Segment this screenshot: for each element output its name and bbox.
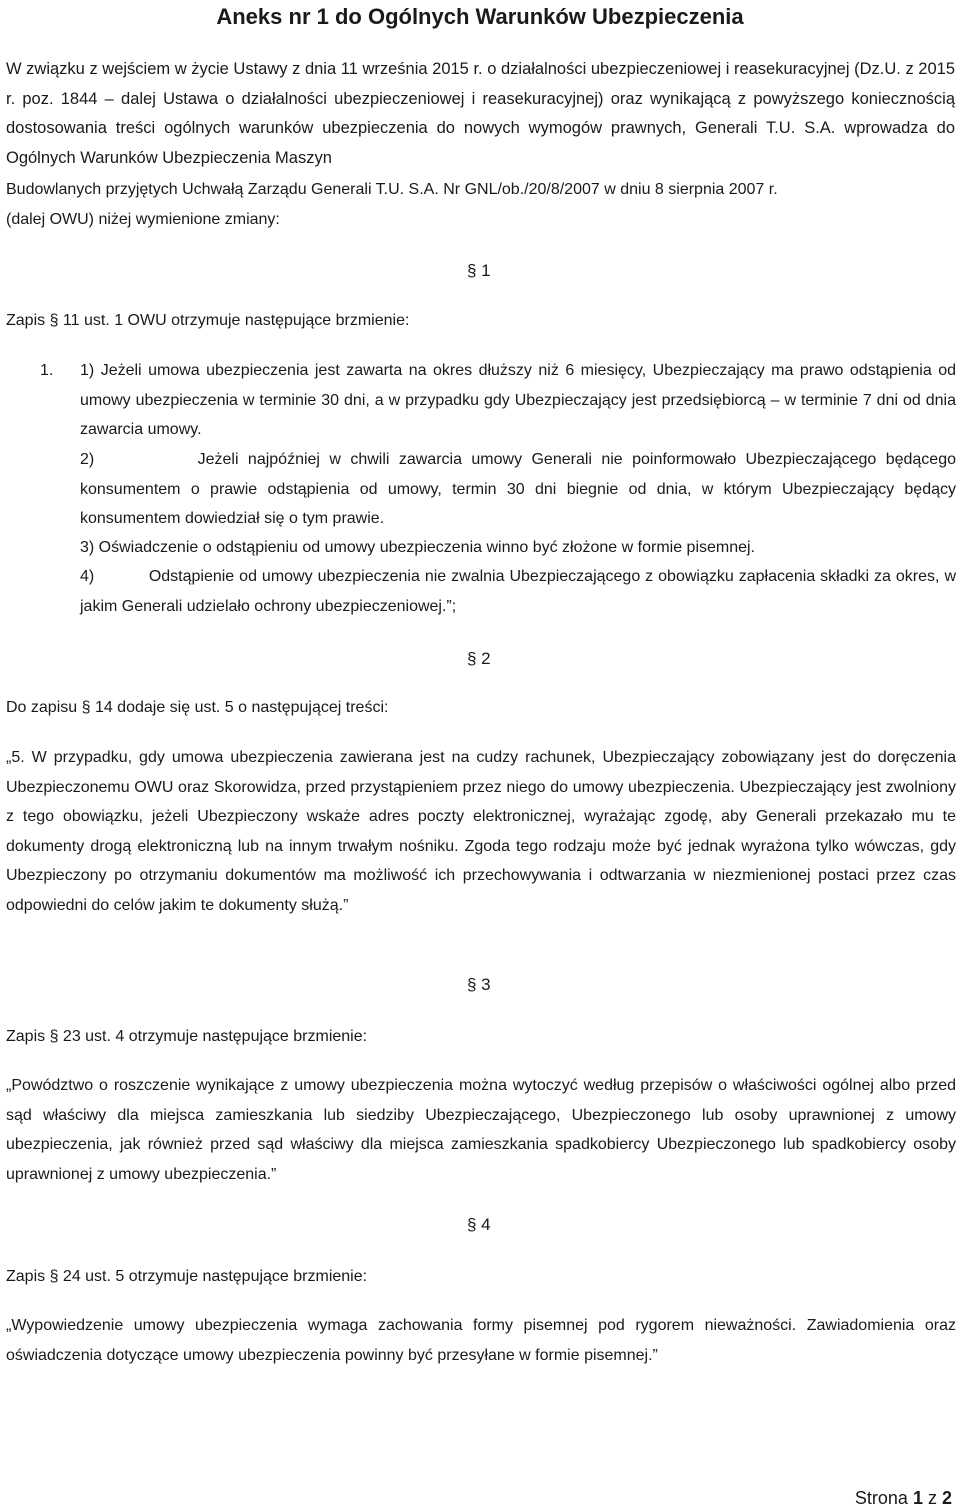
intro-line-3: (dalej OWU) niżej wymienione zmiany: [6,210,280,228]
document-title: Aneks nr 1 do Ogólnych Warunków Ubezpieczenia [216,4,744,29]
intro-text-part2: wprowadza do Ogólnych Warunków Ubezpieczenia Maszyn [6,119,955,167]
section-1-item-1: 1) Jeżeli umowa ubezpieczenia jest zawarta na okres dłuższy niż 6 miesięcy, Ubezpieczający ma prawo odstąpienia od umowy ubezpieczenia w terminie 30 dni, a w przypadku gdy Ubezpieczający jest przedsiębiorcą – w terminie 7 dni od dnia zawarcia umowy. [80,362,956,438]
footer-middle: z [922,1488,942,1508]
section-4-text: „Wypowiedzenie umowy ubezpieczenia wymaga zachowania formy pisemnej pod rygorem nieważności. Zawiadomienia oraz oświadczenia dotyczące umowy ubezpieczenia powinny być przesyłane w formie pisemnej.” [6,1317,956,1364]
footer-prefix: Strona [854,1488,913,1508]
section-1-lead: Zapis § 11 ust. 1 OWU otrzymuje następujące brzmienie: [6,312,410,329]
section-1-item-2: 2) Jeżeli najpóźniej w chwili zawarcia umowy Generali nie poinformowało Ubezpieczającego będącego konsumentem o prawie odstąpienia od umowy, termin 30 dni biegnie od dnia, w którym Ubezpieczający będący konsumentem dowiedział się o tym prawie. [80,451,956,527]
intro-continuation [6,175,955,234]
section-3-text: „Powództwo o roszczenie wynikające z umowy ubezpieczenia można wytoczyć według przepisów o właściwości ogólnej albo przed sąd właściwy dla miejsca zamieszkania lub siedziby Ubezpieczającego, Ubezpieczonego lub osoby uprawnionej z umowy ubezpieczenia, jak również przed sąd właściwy dla miejsca zamieszkania spadkobiercy Ubezpieczonego lub spadkobiercy osoby uprawnionej z umowy ubezpieczenia.” [6,1077,956,1183]
section-1-item-4: 4) Odstąpienie od umowy ubezpieczenia nie zwalnia Ubezpieczającego z obowiązku zapłacenia składki za okres, w jakim Generali udzielało ochrony ubezpieczeniowej.”; [80,568,956,615]
footer-current-page: 1 [912,1488,923,1508]
section-3-lead: Zapis § 23 ust. 4 otrzymuje następujące brzmienie: [6,1028,368,1045]
intro-line-2: Budowlanych przyjętych Uchwałą Zarządu Generali T.U. S.A. Nr GNL/ob./20/8/2007 w dniu 8 sierpnia 2007 r. [6,181,778,198]
section-3-heading: § 3 [467,975,491,994]
section-4-lead: Zapis § 24 ust. 5 otrzymuje następujące brzmienie: [6,1268,368,1285]
page-number-footer [855,1487,952,1509]
intro-text-part1: W związku z wejściem w życie Ustawy z dnia 11 września 2015 r. o działalności ubezpieczeniowej i reasekuracyjnej (Dz.U. z 2015 r. poz. 1844 – dalej Ustawa o działalności ubezpieczeniowej i reasekuracyjnej) oraz wynikającą z powyższego koniecznością dostosowania treści ogólnych warunków ubezpieczenia do nowych wymogów prawnych, Generali T.U. S.A. [6,60,955,137]
section-1-heading: § 1 [467,261,491,280]
footer-total-pages: 2 [941,1488,952,1508]
section-2-lead: Do zapisu § 14 dodaje się ust. 5 o następującej treści: [6,699,389,716]
section-2-heading: § 2 [467,649,491,668]
section-1-item-3: 3) Oświadczenie o odstąpieniu od umowy ubezpieczenia winno być złożone w formie pisemnej. [80,539,756,556]
section-2-text: „5. W przypadku, gdy umowa ubezpieczenia zawierana jest na cudzy rachunek, Ubezpieczający zobowiązany jest do doręczenia Ubezpieczonemu OWU oraz Skorowidza, przed przystąpieniem przez niego do umowy ubezpieczenia. Ubezpieczający jest zwolniony z tego obowiązku, jeżeli Ubezpieczony wskaże adres poczty elektronicznej, wyrażając zgodę, aby Generali przekazało mu te dokumenty drogą elektroniczną lub na innym trwałym nośniku. Zgoda tego rodzaju może być jednak wyrażona tylko wówczas, gdy Ubezpieczony po otrzymaniu dokumentów ma możliwość ich przechowywania i odtwarzania w niezmienionej postaci przez czas odpowiedni do celów jakim te dokumenty służą.” [6,749,956,914]
intro-paragraph [6,55,955,173]
section-1-number: 1. [40,362,54,379]
section-4-heading: § 4 [467,1215,491,1234]
